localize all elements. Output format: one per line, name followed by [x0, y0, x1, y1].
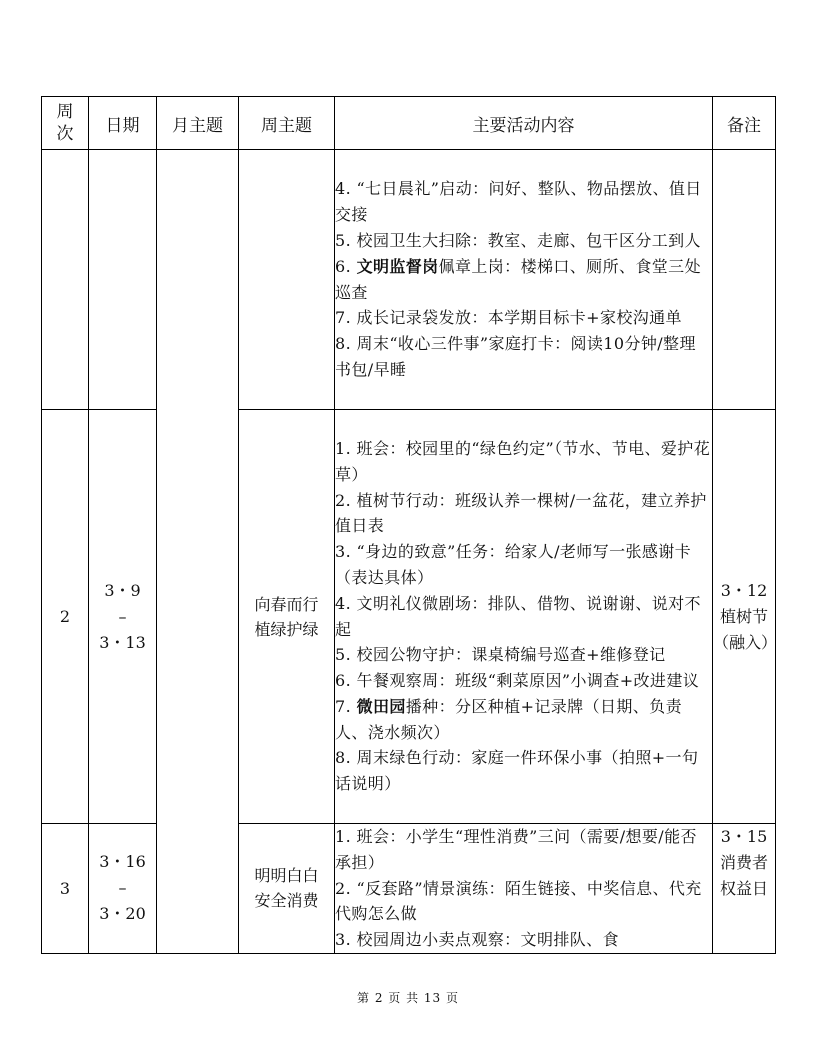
header-notes: 备注	[713, 97, 776, 150]
activity-content	[335, 824, 713, 954]
activity-item: 3. 校园周边小卖点观察：文明排队、食	[335, 930, 619, 950]
activity-item: 7. 成长记录袋发放：本学期目标卡+家校沟通单	[335, 308, 682, 328]
date-start: 3・16	[99, 852, 146, 872]
header-week: 周 次	[42, 97, 89, 150]
note-cell: 3・15消费者权益日	[713, 824, 776, 954]
table-row	[42, 150, 776, 410]
table-row	[42, 824, 776, 954]
page-footer: 第 2 页 共 13 页	[357, 991, 459, 1005]
date-range	[89, 410, 157, 824]
header-month-theme: 月主题	[157, 97, 239, 150]
week-theme	[239, 150, 335, 410]
activity-item: 3. “身边的致意”任务：给家人/老师写一张感谢卡（表达具体）	[335, 542, 692, 587]
activity-content	[335, 410, 713, 824]
week-number: 2	[42, 410, 89, 824]
date-range	[89, 824, 157, 954]
activity-item: 4. 文明礼仪微剧场：排队、借物、说谢谢、说对不起	[335, 593, 701, 639]
activity-item: 6. 午餐观察周：班级“剩菜原因”小调查+改进建议	[335, 671, 700, 691]
activity-item: 1. 班会：校园里的“绿色约定”（节水、节电、爱护花草）	[335, 438, 711, 484]
date-end: 3・13	[99, 632, 146, 652]
week-theme: 向春而行 植绿护绿	[239, 410, 335, 824]
activity-item: 5. 校园卫生大扫除：教室、走廊、包干区分工到人	[335, 230, 701, 250]
week-number	[42, 150, 89, 410]
header-week-theme: 周主题	[239, 97, 335, 150]
activity-item: 4. “七日晨礼”启动：问好、整队、物品摆放、值日交接	[335, 179, 702, 225]
activity-item: 1. 班会：小学生“理性消费”三问（需要/想要/能否承担）	[335, 827, 697, 872]
date-end: 3・20	[99, 904, 146, 924]
date-separator: –	[118, 878, 127, 898]
week-number: 3	[42, 824, 89, 954]
week-theme: 明明白白 安全消费	[239, 824, 335, 954]
activity-item: 2. 植树节行动：班级认养一棵树/一盆花，建立养护值日表	[335, 490, 707, 536]
header-date: 日期	[89, 97, 157, 150]
activity-item: 2. “反套路”情景演练：陌生链接、中奖信息、代充代购怎么做	[335, 878, 702, 924]
activity-item: 8. 周末绿色行动：家庭一件环保小事（拍照+一句话说明）	[335, 748, 699, 794]
month-theme-cell	[157, 150, 239, 954]
date-range	[89, 150, 157, 410]
activity-schedule-table	[41, 96, 776, 954]
activity-content	[335, 150, 713, 410]
activity-item: 7. 微田园播种：分区种植+记录牌（日期、负责人、浇水频次）	[335, 696, 682, 742]
note-cell: 3・12植树节（融入）	[713, 410, 776, 824]
activity-item: 5. 校园公物守护：课桌椅编号巡查+维修登记	[335, 645, 666, 665]
table-row	[42, 410, 776, 824]
activity-item: 8. 周末“收心三件事”家庭打卡：阅读10分钟/整理书包/早睡	[335, 334, 696, 379]
header-row	[42, 97, 776, 150]
note-cell	[713, 150, 776, 410]
header-content: 主要活动内容	[335, 97, 713, 150]
date-start: 3・9	[104, 580, 141, 600]
date-separator: –	[118, 606, 127, 626]
activity-item: 6. 文明监督岗佩章上岗：楼梯口、厕所、食堂三处巡查	[335, 256, 701, 302]
